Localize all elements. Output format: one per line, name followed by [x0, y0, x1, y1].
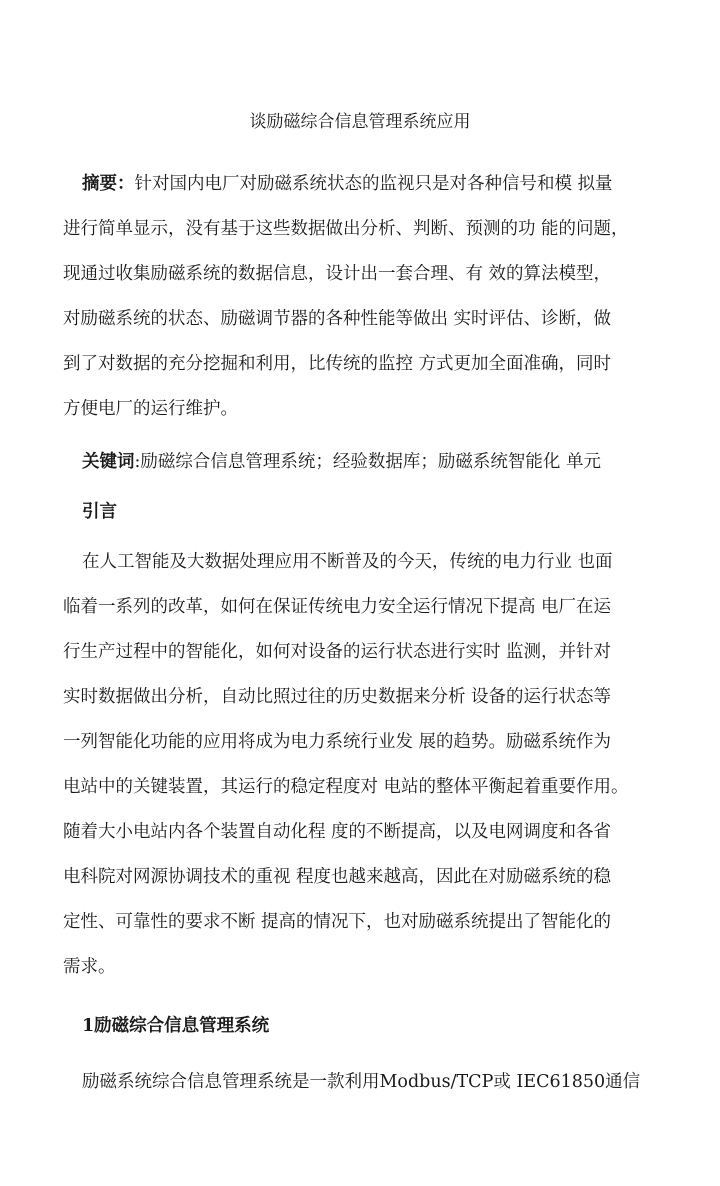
abstract-line: 摘要：针对国内电厂对励磁系统状态的监视只是对各种信号和模 拟量 [82, 174, 613, 194]
abstract-line: 现通过收集励磁系统的数据信息，设计出一套合理、有 效的算法模型， [63, 264, 612, 284]
keywords-line [63, 440, 663, 485]
abstract-paragraph [63, 162, 663, 432]
intro-line: 随着大小电站内各个装置自动化程 度的不断提高，以及电网调度和各省 [63, 822, 612, 842]
intro-line: 需求。 [63, 957, 116, 977]
intro-line: 电科院对网源协调技术的重视 程度也越来越高，因此在对励磁系统的稳 [63, 867, 612, 887]
section-1-heading: 1励磁综合信息管理系统 [82, 1016, 270, 1036]
intro-heading: 引言 [82, 502, 117, 522]
keywords-paragraph [63, 440, 663, 485]
abstract-label: 摘要： [82, 174, 135, 194]
intro-line: 实时数据做出分析，自动比照过往的历史数据来分析 设备的运行状态等 [63, 687, 612, 707]
intro-line: 定性、可靠性的要求不断 提高的情况下，也对励磁系统提出了智能化的 [63, 912, 612, 932]
intro-line: 临着一系列的改革，如何在保证传统电力安全运行情况下提高 电厂在运 [63, 597, 612, 617]
keywords-text: :励磁综合信息管理系统；经验数据库；励磁系统智能化 单元 [134, 452, 601, 472]
section-1-line: 励磁系统综合信息管理系统是一款利用Modbus/TCP或 IEC61850通信 [82, 1072, 641, 1092]
document-title: 谈励磁综合信息管理系统应用 [249, 112, 471, 132]
abstract-line: 对励磁系统的状态、励磁调节器的各种性能等做出 实时评估、诊断，做 [63, 309, 612, 329]
intro-line: 行生产过程中的智能化，如何对设备的运行状态进行实时 监测，并针对 [63, 642, 612, 662]
keywords-label: 关键词 [82, 452, 135, 472]
abstract-line: 方便电厂的运行维护。 [63, 399, 238, 419]
intro-line: 一列智能化功能的应用将成为电力系统行业发 展的趋势。励磁系统作为 [63, 732, 612, 752]
section-1-paragraph [63, 1060, 663, 1105]
intro-paragraph [63, 540, 663, 990]
abstract-line: 进行简单显示，没有基于这些数据做出分析、判断、预测的功 能的问题， [63, 219, 629, 239]
intro-line: 电站中的关键装置，其运行的稳定程度对 电站的整体平衡起着重要作用。 [63, 777, 629, 797]
abstract-line: 到了对数据的充分挖掘和利用，比传统的监控 方式更加全面准确，同时 [63, 354, 612, 374]
intro-line: 在人工智能及大数据处理应用不断普及的今天，传统的电力行业 也面 [82, 552, 613, 572]
